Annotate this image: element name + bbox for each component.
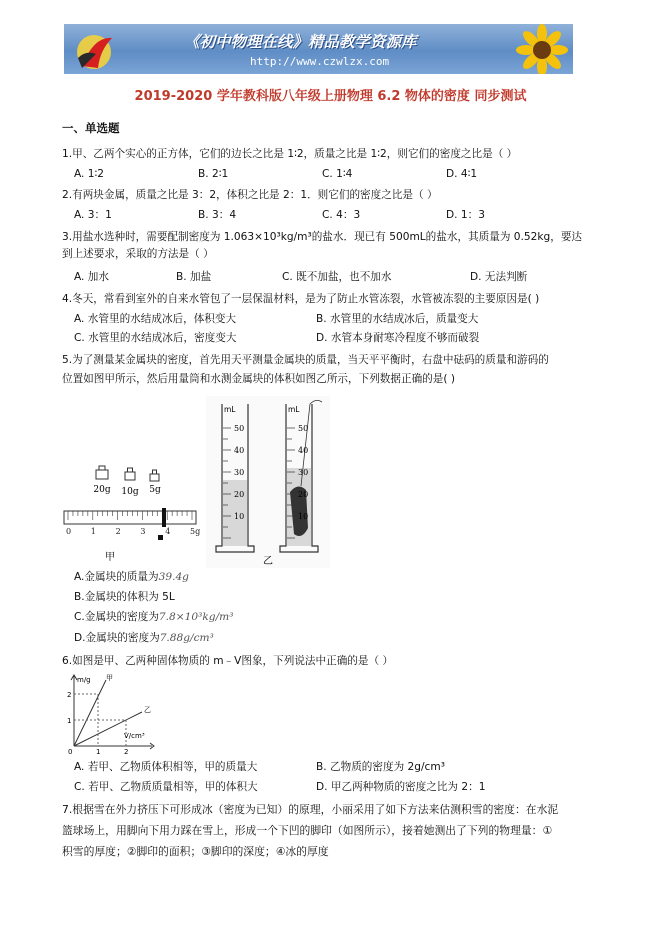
question-1-stem: 1.甲、乙两个实心的正方体，它们的边长之比是 1∶2，质量之比是 1∶2，则它们的密度之比是（ ）: [62, 148, 518, 160]
question-3-option-b: B. 加盐: [176, 271, 212, 283]
slider-scale: [64, 511, 196, 524]
document-title: 2019-2020 学年教科版八年级上册物理 6.2 物体的密度 同步测试: [134, 89, 527, 104]
figure-cylinders: [206, 396, 330, 568]
cylinder-tick-label: 30: [298, 468, 309, 477]
question-4-stem: 4.冬天，常看到室外的自来水管包了一层保温材料，是为了防止水管冻裂，水管被冻裂的主要原因是( ): [62, 293, 540, 305]
cylinder-1-unit: mL: [224, 405, 236, 414]
scale-tick-label: 1: [90, 527, 96, 536]
question-5-stem-line2: 位置如图甲所示，然后用量筒和水测金属块的体积如图乙所示，下列数据正确的是( ): [62, 373, 456, 385]
weight-10g: [121, 468, 138, 497]
question-1-option-d: D. 4∶1: [446, 168, 478, 180]
cylinder-tick-label: 10: [234, 512, 245, 521]
scale-tick-label: 0: [66, 527, 72, 536]
graph-line-b-label: 乙: [144, 706, 151, 714]
figure-balance: [62, 396, 200, 568]
banner-title: 《初中物理在线》精品教学资源库: [184, 32, 417, 51]
weight-20g-label: 20g: [93, 485, 111, 495]
option-a-label: A.金属块的质量为: [74, 571, 159, 583]
graph-x-tick-1: 1: [96, 748, 101, 754]
question-1-option-a: A. 1∶2: [74, 168, 105, 180]
question-2-option-b: B. 3：4: [198, 209, 237, 221]
question-4-option-c: C. 水管里的水结成冰后，密度变大: [74, 332, 237, 344]
header-banner: [64, 24, 573, 74]
question-6-option-a: A. 若甲、乙物质体积相等，甲的质量大: [74, 761, 258, 773]
option-d-value: 7.88g/cm³: [159, 632, 214, 644]
question-4-option-b: B. 水管里的水结成冰后，质量变大: [316, 313, 479, 325]
option-b-label: B.金属块的体积为 5L: [74, 591, 175, 603]
weight-5g: [149, 470, 161, 495]
question-6-option-b: B. 乙物质的密度为 2g/cm³: [316, 761, 445, 773]
question-1-option-c: C. 1∶4: [322, 168, 353, 180]
graph-y-tick-2: 2: [67, 691, 72, 699]
graph-y-tick-1: 1: [67, 717, 72, 725]
weight-5g-label: 5g: [149, 485, 161, 495]
question-5-option-a: [74, 570, 189, 585]
line-a: [74, 680, 106, 746]
question-2-option-c: C. 4：3: [322, 209, 361, 221]
question-7-stem-line1: 7.根据雪在外力挤压下可形成冰（密度为已知）的原理，小丽采用了如下方法来估测积雪的密度：在水泥: [62, 803, 559, 816]
question-4-option-a: A. 水管里的水结成冰后，体积变大: [74, 313, 237, 325]
question-2-option-d: D. 1：3: [446, 209, 485, 221]
question-6-option-d: D. 甲乙两种物质的密度之比为 2：1: [316, 781, 486, 793]
weight-20g: [93, 466, 110, 495]
question-6-stem: 6.如图是甲、乙两种固体物质的 m﹣V图象，下列说法中正确的是（ ）: [62, 655, 394, 667]
cylinder-2-unit: mL: [288, 405, 300, 414]
option-c-value: 7.8×10³kg/m³: [158, 611, 234, 623]
figure-mv-graph: [62, 672, 156, 754]
scale-tick-label: 3: [140, 527, 146, 536]
cylinder-tick-label: 40: [234, 446, 245, 455]
question-5-stem-line1: 5.为了测量某金属块的密度，首先用天平测量金属块的质量，当天平平衡时，右盘中砝码的质量和游码的: [62, 354, 549, 366]
scale-tick-label: 4: [165, 527, 171, 536]
question-6-option-c: C. 若甲、乙物质质量相等，甲的体积大: [74, 781, 258, 793]
question-5-option-c: [74, 610, 233, 625]
slider-rider: [162, 508, 166, 527]
question-3-option-d: D. 无法判断: [470, 271, 528, 283]
question-3-option-a: A. 加水: [74, 271, 109, 283]
option-a-value: 39.4g: [158, 571, 189, 583]
cylinder-tick-label: 50: [298, 424, 309, 433]
graph-x-tick-0: 0: [68, 748, 73, 754]
graph-x-tick-2: 2: [124, 748, 129, 754]
line-b: [74, 712, 142, 746]
question-5-option-d: [74, 631, 214, 646]
graph-line-a-label: 甲: [106, 674, 113, 682]
question-4-option-d: D. 水管本身耐寒冷程度不够而破裂: [316, 332, 480, 344]
scale-tick-label: 2: [115, 527, 121, 536]
question-7-stem-line3: 积雪的厚度；②脚印的面积；③脚印的深度；④冰的厚度: [62, 845, 329, 858]
scale-tick-label: 5g: [190, 527, 200, 536]
cylinder-tick-label: 20: [298, 490, 309, 499]
figure-a-caption: 甲: [105, 552, 115, 563]
cylinder-tick-label: 50: [234, 424, 245, 433]
banner-url: http://www.czwlzx.com: [250, 55, 390, 68]
figure-b-caption: 乙: [263, 556, 273, 567]
cylinder-tick-label: 10: [298, 512, 309, 521]
weight-10g-label: 10g: [121, 487, 139, 497]
cylinder-tick-label: 30: [234, 468, 245, 477]
question-3-stem-line2: 到上述要求，采取的方法是（ ）: [62, 248, 214, 260]
question-2-stem: 2.有两块金属，质量之比是 3：2，体积之比是 2：1．则它们的密度之比是（ ）: [62, 189, 438, 201]
question-5-option-b: [74, 590, 175, 605]
graph-y-label: m/g: [77, 676, 91, 684]
question-1-option-b: B. 2∶1: [198, 168, 229, 180]
question-2-option-a: A. 3：1: [74, 209, 112, 221]
graph-x-label: V/cm³: [124, 732, 145, 740]
question-3-option-c: C. 既不加盐，也不加水: [282, 271, 392, 283]
sunflower-icon: [502, 24, 573, 74]
logo-icon: [72, 28, 122, 72]
question-7-stem-line2: 篮球场上，用脚向下用力踩在雪上，形成一个下凹的脚印（如图所示），接着她测出了下列的物理量：①: [62, 824, 553, 837]
option-c-label: C.金属块的密度为: [74, 611, 159, 623]
question-3-stem-line1: 3.用盐水选种时，需要配制密度为 1.063×10³kg/m³的盐水．现已有 500mL的盐水，其质量为 0.52kg，要达: [62, 231, 583, 243]
cylinder-tick-label: 40: [298, 446, 309, 455]
cylinder-tick-label: 20: [234, 490, 245, 499]
section-heading: 一、单选题: [62, 121, 120, 135]
option-d-label: D.金属块的密度为: [74, 632, 160, 644]
